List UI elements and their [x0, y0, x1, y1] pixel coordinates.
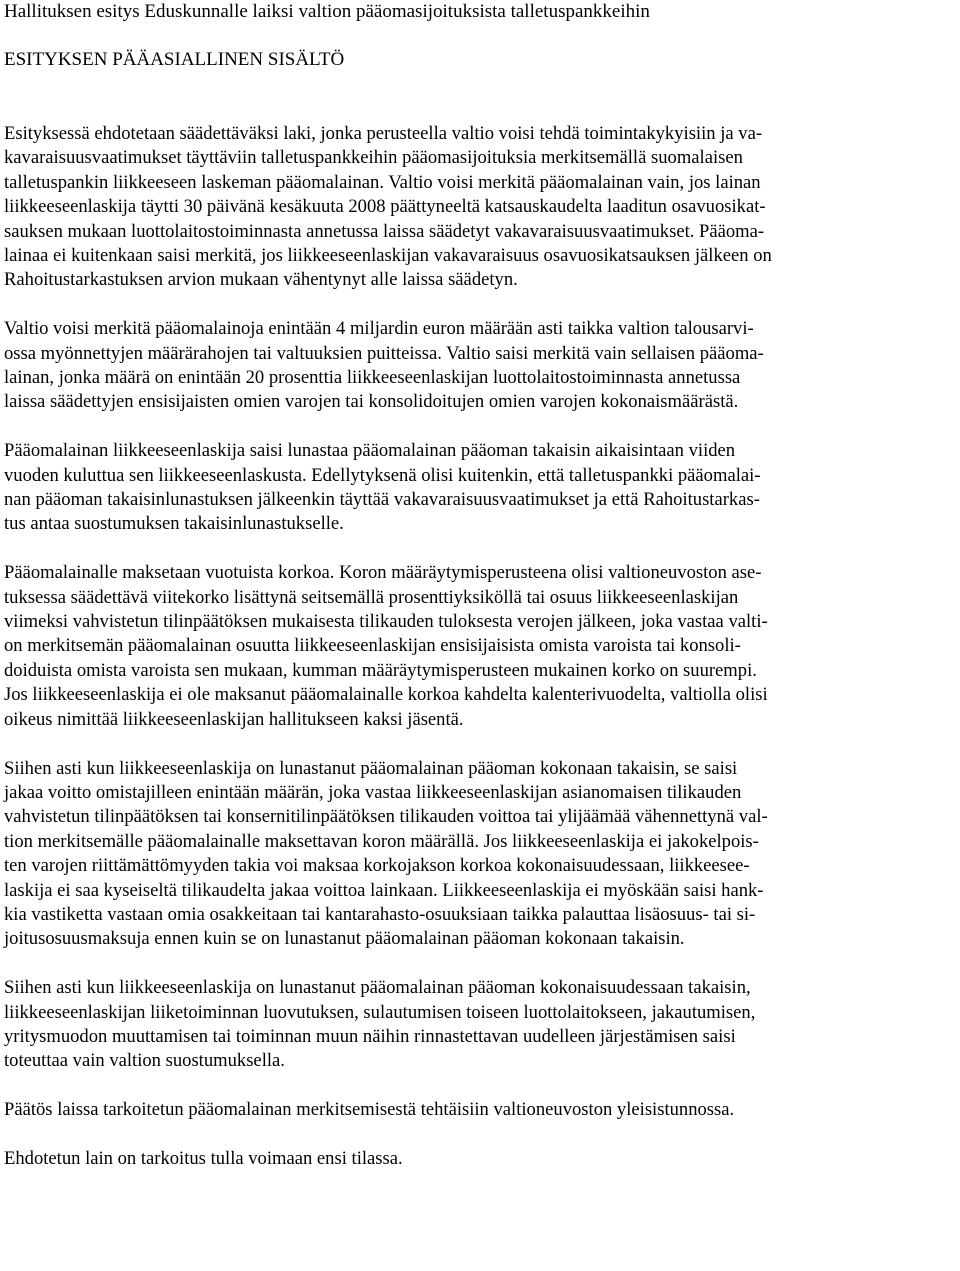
- document-body: [4, 122, 954, 1171]
- paragraph-5: [4, 757, 954, 952]
- paragraph-4: [4, 561, 954, 732]
- paragraph-line: ten varojen riittämättömyyden takia voi maksaa korkojakson korkoa kokonaisuudessaan, liikkeesee-: [4, 855, 750, 877]
- paragraph-line: tuksessa säädettävä viitekorko lisättynä seitsemällä prosenttiyksiköllä tai osuus liikkeeseenlaskijan: [4, 586, 739, 608]
- section-heading: ESITYKSEN PÄÄASIALLINEN SISÄLTÖ: [4, 49, 345, 70]
- paragraph-line: Valtio voisi merkitä pääomalainoja enintään 4 miljardin euron määrään asti taikka valtion talousarvi-: [4, 318, 754, 340]
- paragraph-line: lainan, jonka määrä on enintään 20 prosenttia liikkeeseenlaskijan luottolaitostoiminnasta annetussa: [4, 367, 741, 389]
- paragraph-line: lainaa ei kuitenkaan saisi merkitä, jos liikkeeseenlaskijan vakavaraisuus osavuosikatsauksen jälkeen on: [4, 245, 772, 267]
- paragraph-line: joitusosuusmaksuja ennen kuin se on lunastanut pääomalainan pääoman kokonaan takaisin.: [4, 928, 685, 950]
- paragraph-line: viimeksi vahvistetun tilinpäätöksen mukaisesta tilikauden tuloksesta verojen jälkeen, joka vastaa valti-: [4, 611, 768, 633]
- paragraph-line: Esityksessä ehdotetaan säädettäväksi laki, jonka perusteella valtio voisi tehdä toimintakykyisiin ja va-: [4, 123, 763, 144]
- paragraph-7: [4, 1098, 954, 1122]
- paragraph-3: [4, 439, 954, 537]
- paragraph-line: liikkeeseenlaskija täytti 30 päivänä kesäkuuta 2008 päättyneeltä katsauskaudelta laaditun osavuosikat-: [4, 196, 766, 218]
- paragraph-line: jakaa voitto omistajilleen enintään määrän, joka vastaa liikkeeseenlaskijan asianomaisen tilikauden: [4, 781, 742, 803]
- paragraph-1: [4, 122, 954, 293]
- document-page: [4, 0, 954, 1196]
- document-title: Hallituksen esitys Eduskunnalle laiksi valtion pääomasijoituksista talletuspankkeihin: [4, 1, 650, 22]
- paragraph-line: vahvistetun tilinpäätöksen tai konsernitilinpäätöksen tilikauden voittoa tai ylijäämää vähennettynä val-: [4, 806, 768, 828]
- paragraph-line: vuoden kuluttua sen liikkeeseenlaskusta. Edellytyksenä olisi kuitenkin, että talletuspankki pääomalai-: [4, 464, 761, 486]
- paragraph-line: talletuspankin liikkeeseen laskeman pääomalainan. Valtio voisi merkitä pääomalainan vain, jos lainan: [4, 171, 761, 193]
- paragraph-line: sauksen mukaan luottolaitostoiminnasta annetussa laissa säädetyt vakavaraisuusvaatimukset. Pääoma-: [4, 220, 765, 242]
- paragraph-line: Rahoitustarkastuksen arvion mukaan vähentynyt alle laissa säädetyn.: [4, 269, 518, 291]
- paragraph-line: laissa säädettyjen ensisijaisten omien varojen tai konsolidoitujen omien varojen kokonaismäärästä.: [4, 391, 739, 413]
- paragraph-line: tion merkitsemälle pääomalainalle maksettavan koron määrällä. Jos liikkeeseenlaskija ei jakokelpois-: [4, 830, 759, 852]
- paragraph-line: yritysmuodon muuttamisen tai toiminnan muun näihin rinnastettavan uudelleen järjestämisen saisi: [4, 1025, 736, 1047]
- paragraph-line: Siihen asti kun liikkeeseenlaskija on lunastanut pääomalainan pääoman kokonaisuudessaan takaisin,: [4, 977, 751, 999]
- paragraph-line: Pääomalainalle maksetaan vuotuista korkoa. Koron määräytymisperusteena olisi valtioneuvoston ase-: [4, 562, 762, 584]
- paragraph-2: [4, 317, 954, 415]
- paragraph-8: [4, 1147, 954, 1171]
- paragraph-line: kavaraisuusvaatimukset täyttäviin talletuspankkeihin pääomasijoituksia merkitsemällä suomalaisen: [4, 147, 743, 169]
- paragraph-line: ossa myönnettyjen määrärahojen tai valtuuksien puitteissa. Valtio saisi merkitä vain sellaisen pääoma-: [4, 342, 764, 364]
- paragraph-line: nan pääoman takaisinlunastuksen jälkeenkin täyttää vakavaraisuusvaatimukset ja että Rahoitustarkas-: [4, 489, 760, 511]
- paragraph-line: Ehdotetun lain on tarkoitus tulla voimaan ensi tilassa.: [4, 1147, 403, 1169]
- paragraph-line: Jos liikkeeseenlaskija ei ole maksanut pääomalainalle korkoa kahdelta kalenterivuodelta, valtiolla olisi: [4, 684, 768, 706]
- paragraph-line: Pääomalainan liikkeeseenlaskija saisi lunastaa pääomalainan pääoman takaisin aikaisintaan viiden: [4, 440, 736, 462]
- paragraph-line: toteuttaa vain valtion suostumuksella.: [4, 1050, 285, 1072]
- paragraph-line: Siihen asti kun liikkeeseenlaskija on lunastanut pääomalainan pääoman kokonaan takaisin, se saisi: [4, 757, 738, 779]
- paragraph-line: oikeus nimittää liikkeeseenlaskijan hallitukseen kaksi jäsentä.: [4, 708, 464, 730]
- paragraph-line: on merkitsemän pääomalainan osuutta liikkeeseenlaskijan ensisijaisista omista varoista tai konsoli-: [4, 635, 741, 657]
- paragraph-line: Päätös laissa tarkoitetun pääomalainan merkitsemisestä tehtäisiin valtioneuvoston yleisistunnossa.: [4, 1099, 735, 1121]
- paragraph-line: kia vastiketta vastaan omia osakkeitaan tai kantarahasto-osuuksiaan taikka palauttaa lisäosuus- tai si-: [4, 903, 756, 925]
- paragraph-line: laskija ei saa kyseiseltä tilikaudelta jakaa voittoa lainkaan. Liikkeeseenlaskija ei myöskään saisi hank-: [4, 879, 764, 901]
- paragraph-line: tus antaa suostumuksen takaisinlunastukselle.: [4, 513, 344, 535]
- paragraph-line: liikkeeseenlaskijan liiketoiminnan luovutuksen, sulautumisen toiseen luottolaitokseen, jakautumisen,: [4, 1001, 756, 1023]
- paragraph-line: doiduista omista varoista sen mukaan, kumman määräytymisperusteen mukainen korko on suurempi.: [4, 659, 757, 681]
- paragraph-6: [4, 976, 954, 1074]
